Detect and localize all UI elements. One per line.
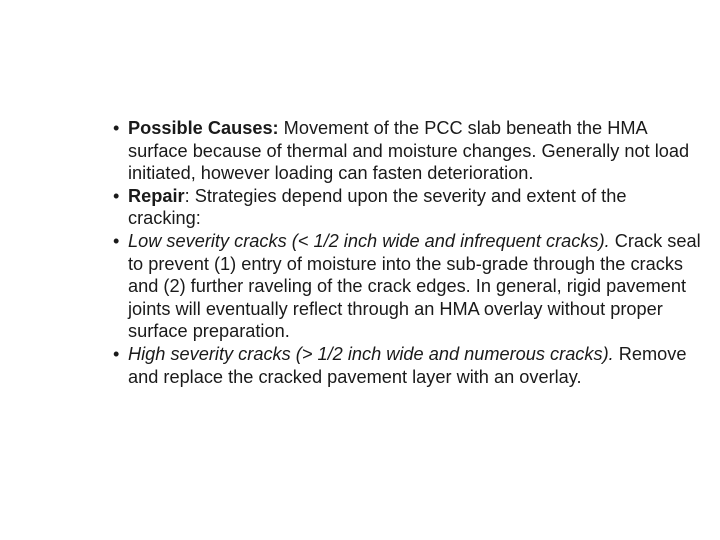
- bullet-lead: Possible Causes:: [128, 118, 279, 138]
- bullet-text: Remove and replace the cracked pavement layer with an overlay.: [128, 343, 687, 387]
- bullet-text: Crack seal to prevent (1) entry of moisture into the sub-grade through the cracks and (2) further raveling of the crack edges. In general, rigid pavement joints will eventually reflect through an HMA overlay without proper surface preparation.: [128, 230, 701, 342]
- bullet-text: Movement of the PCC slab beneath the HMA surface because of thermal and moisture changes. Generally not load initiated, however loading can fasten deterioration.: [128, 118, 690, 184]
- bullet-lead: Low severity cracks (< 1/2 inch wide and infrequent cracks).: [128, 230, 610, 251]
- bullet-high-severity: [111, 343, 701, 388]
- bullet-possible-causes: [111, 117, 701, 185]
- bullet-low-severity: [111, 230, 701, 343]
- bullet-lead: High severity cracks (> 1/2 inch wide and numerous cracks).: [128, 343, 614, 364]
- bullet-list: [111, 117, 701, 388]
- bullet-repair: [111, 185, 701, 230]
- bullet-lead: Repair: [128, 185, 185, 206]
- bullet-text: : Strategies depend upon the severity and extent of the cracking:: [128, 185, 627, 229]
